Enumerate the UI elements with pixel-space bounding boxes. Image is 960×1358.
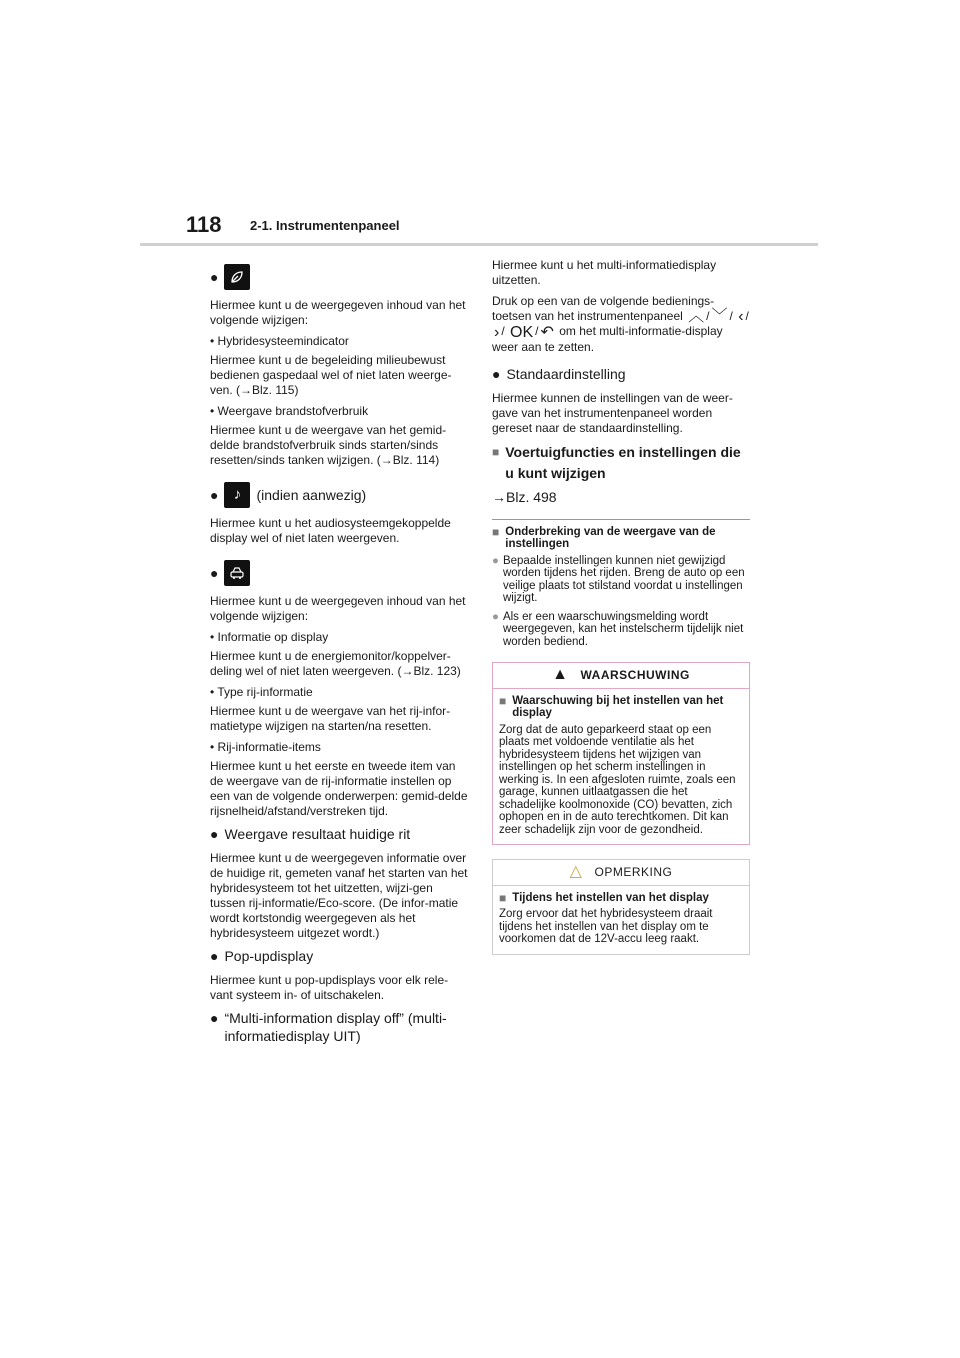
note-box xyxy=(492,859,750,955)
drive-info-items-title: • Rij-informatie-items xyxy=(210,740,468,755)
warning-header xyxy=(493,663,749,689)
bullet-trip-result xyxy=(210,825,468,843)
bullet-music xyxy=(210,482,468,508)
bullet-leaf xyxy=(210,264,468,290)
separator: / xyxy=(706,309,710,323)
mid-off-desc2b: om het multi-informatie-display weer aan te zetten. xyxy=(492,324,723,354)
separator: / xyxy=(535,324,539,339)
music-note-icon: ♪ xyxy=(224,482,250,508)
bullet-mid-off xyxy=(210,1009,468,1045)
square-bullet-icon: ■ xyxy=(499,890,507,905)
hybrid-indicator-text: Hiermee kunt u de begeleiding milieubewust bedienen gaspedaal wel of niet laten weerge-ven. (→Blz. 115) xyxy=(210,353,452,397)
chevron-down-icon: ﹀ xyxy=(711,308,728,326)
right-column xyxy=(492,258,750,955)
caution-triangle-icon: △ xyxy=(569,863,583,881)
hybrid-indicator-title: • Hybridesysteemindicator xyxy=(210,334,468,349)
left-column xyxy=(210,258,468,1053)
bullet-dot: ● xyxy=(210,487,219,503)
music-desc: Hiermee kunt u het audiosysteemgekoppelde display wel of niet laten weergeven. xyxy=(210,516,451,545)
circle-bullet-icon: ● xyxy=(492,610,499,623)
page-number: 118 xyxy=(186,212,222,237)
fuel-consumption-title: • Weergave brandstofverbruik xyxy=(210,404,468,419)
section-head xyxy=(492,442,750,484)
square-bullet-icon: ■ xyxy=(492,444,500,459)
display-info-title: • Informatie op display xyxy=(210,630,468,645)
popup-desc: Hiermee kunt u pop-updisplays voor elk rele-vant systeem in- of uitschakelen. xyxy=(210,973,449,1002)
warning-box xyxy=(492,662,750,845)
ok-button-label: OK xyxy=(510,323,534,341)
section-title-text: Voertuigfuncties en instellingen die u kunt wijzigen xyxy=(505,443,741,481)
separator: / xyxy=(729,309,733,323)
car-info-icon xyxy=(224,560,250,586)
bullet-popup xyxy=(210,947,468,965)
trip-result-title: Weergave resultaat huidige rit xyxy=(224,826,411,842)
separator: / xyxy=(501,324,505,339)
circle-bullet-icon: ● xyxy=(492,554,499,567)
chevron-right-icon: › xyxy=(494,323,500,341)
warning-triangle-icon: ▲ xyxy=(552,666,569,684)
bullet-dot: ● xyxy=(210,1010,219,1026)
back-arrow-icon: ↶ xyxy=(540,323,554,341)
fuel-consumption-text: Hiermee kunt u de weergave van het gemid-delde brandstofverbruik sinds starten/sinds resetten/sinds tanken wijzigen. (→Blz. 114) xyxy=(210,423,447,467)
bullet-dot: ● xyxy=(210,948,219,964)
bullet-dot: ● xyxy=(210,269,219,285)
bullet-dot: ● xyxy=(492,365,501,382)
default-desc: Hiermee kunnen de instellingen van de weer-gave van het instrumentenpaneel worden gereset naar de standaardinstelling. xyxy=(492,390,733,435)
info-block xyxy=(492,526,750,649)
bullet-dot: ● xyxy=(210,565,219,581)
drive-info-type-title: • Type rij-informatie xyxy=(210,685,468,700)
info-head xyxy=(492,526,750,551)
car-info-desc: Hiermee kunt u de weergegeven inhoud van het volgende wijzigen: xyxy=(210,594,466,623)
warning-head xyxy=(499,695,743,720)
chevron-up-icon: ︿ xyxy=(688,308,705,326)
square-bullet-icon: ■ xyxy=(492,524,500,539)
info-point-1-text: Bepaalde instellingen kunnen niet gewijzigd worden tijdens het rijden. Breng de auto op een veilige plaats tot stilstand voordat u instellingen wijzigt. xyxy=(502,554,745,605)
leaf-icon xyxy=(224,264,250,290)
bullet-car-info xyxy=(210,560,468,586)
note-title: Tijdens het instellen van het display xyxy=(512,891,709,904)
header-divider xyxy=(140,243,818,246)
mid-off-desc2 xyxy=(492,294,750,355)
drive-info-items-text: Hiermee kunt u het eerste en tweede item van de weergave van de rij-informatie instellen op een van de volgende onderwerpen: gemid-delde rijsnelheid/afstand/verstreken tijd. xyxy=(210,759,468,818)
note-header xyxy=(493,860,749,886)
warning-text: Zorg dat de auto geparkeerd staat op een plaats met voldoende ventilatie als het hybridesysteem tijdens het wijzigen van instellingen op het scherm instellingen in werking is. In een afgesloten ruimte, zoals een garage, kunnen uitlaatgassen die het schadelijke koolmonoxide (CO) bevatten, zich ophopen en in de auto terechtkomen. Dit kan zeer schadelijk zijn voor de gezondheid. xyxy=(499,723,736,836)
chevron-left-icon: ‹ xyxy=(738,308,744,326)
music-label: (indien aanwezig) xyxy=(256,487,367,503)
bullet-dot: ● xyxy=(210,826,219,842)
note-head xyxy=(499,892,743,905)
warning-title: Waarschuwing bij het instellen van het display xyxy=(512,694,724,720)
info-point-1 xyxy=(492,555,750,605)
display-info-text: Hiermee kunt u de energiemonitor/koppelver-deling wel of niet laten weergeven. (→Blz. 123) xyxy=(210,649,461,678)
mid-off-title: “Multi-information display off” (multi-informatiedisplay UIT) xyxy=(224,1010,447,1044)
info-point-2 xyxy=(492,611,750,649)
note-body xyxy=(493,886,749,954)
section-ref: →Blz. 498 xyxy=(492,488,557,505)
popup-title: Pop-updisplay xyxy=(224,948,314,964)
warning-label: WAARSCHUWING xyxy=(580,668,690,683)
default-title: Standaardinstelling xyxy=(506,365,626,382)
leaf-desc: Hiermee kunt u de weergegeven inhoud van het volgende wijzigen: xyxy=(210,298,466,327)
square-bullet-icon: ■ xyxy=(499,693,507,708)
info-divider xyxy=(492,519,750,520)
note-text: Zorg ervoor dat het hybridesysteem draait tijdens het instellen van het display om te voorkomen dat de 12V-accu leeg raakt. xyxy=(499,908,713,946)
info-point-2-text: Als er een waarschuwingsmelding wordt weergegeven, kan het instelscherm tijdelijk niet worden bediend. xyxy=(502,610,744,648)
info-title: Onderbreking van de weergave van de instellingen xyxy=(505,525,716,551)
trip-result-desc: Hiermee kunt u de weergegeven informatie over de huidige rit, gemeten vanaf het starten van het hybridesysteem tot het uitzetten, wijzi-gen tussen rij-informatie/Eco-score. (De infor-matie wordt kortstondig weergegeven als het hybridesysteem uitgezet wordt.) xyxy=(210,851,468,940)
note-label: OPMERKING xyxy=(594,865,673,880)
drive-info-type-text: Hiermee kunt u de weergave van het rij-infor-matietype wijzigen na starten/na resetten. xyxy=(210,704,451,733)
warning-body xyxy=(493,689,749,845)
bullet-default xyxy=(492,365,750,383)
mid-off-desc2a: Druk op een van de volgende bedienings-toetsen van het instrumentenpaneel xyxy=(492,294,715,323)
section-title: 2-1. Instrumentenpaneel xyxy=(250,218,400,233)
mid-off-desc1: Hiermee kunt u het multi-informatiedisplay uitzetten. xyxy=(492,258,717,287)
separator: / xyxy=(745,309,749,323)
